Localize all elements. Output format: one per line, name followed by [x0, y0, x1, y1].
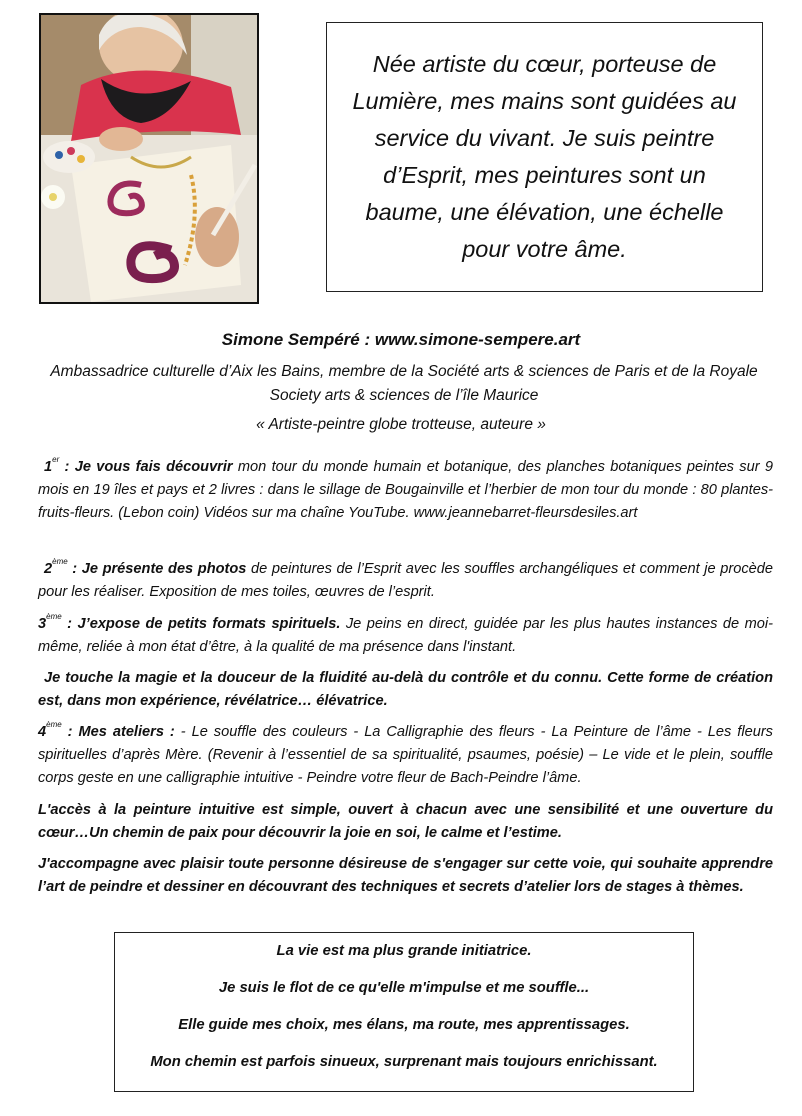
paragraph-2: [38, 558, 773, 604]
author-name-website: Simone Sempéré : www.simone-sempere.art: [221, 330, 581, 349]
paragraph-5-number: 4: [38, 724, 47, 740]
author-bio: Ambassadrice culturelle d’Aix les Bains, membre de la Société arts & sciences de Paris et de la Royale Society arts & sciences de l’île Maurice: [50, 363, 758, 404]
paragraph-1: [38, 456, 773, 525]
paragraph-2-number: 2: [44, 561, 53, 577]
closing-line-4: Mon chemin est parfois sinueux, surprenant mais toujours enrichissant.: [150, 1054, 658, 1070]
paragraph-6: L'accès à la peinture intuitive est simple, ouvert à chacun avec une sensibilité et une ouverture du cœur…Un chemin de paix pour découvrir la joie en soi, le calme et l’estime.: [38, 802, 773, 841]
quote-box: [326, 22, 763, 292]
paragraph-2-ordinal: ème: [52, 557, 68, 566]
paragraph-1-lead: : Je vous fais découvrir: [59, 459, 233, 475]
paragraph-2-lead: : Je présente des photos: [67, 561, 247, 577]
artist-photo-illustration: [41, 15, 257, 302]
artist-photo: [39, 13, 259, 304]
quote-text: Née artiste du cœur, porteuse de Lumière, mes mains sont guidées au service du vivant. Je suis peintre d’Esprit, mes peintures sont un baume, une élévation, une échelle pour votre âme.: [352, 51, 737, 262]
paragraph-5-workshops: [38, 721, 773, 790]
paragraph-3: [38, 613, 773, 659]
paragraph-1-ordinal: er: [52, 455, 60, 464]
paragraph-3-ordinal: ème: [46, 612, 62, 621]
closing-line-3: Elle guide mes choix, mes élans, ma route, mes apprentissages.: [178, 1017, 630, 1033]
paragraph-5-ordinal: ème: [46, 720, 62, 729]
paragraph-4: Je touche la magie et la douceur de la fluidité au-delà du contrôle et du connu. Cette forme de création est, dans mon expérience, révélatrice… élévatrice.: [38, 670, 773, 709]
paragraph-3-lead: : J’expose de petits formats spirituels.: [61, 616, 341, 632]
paragraph-3-body: Je peins en direct, guidée par les plus hautes instances de moi-même, reliée à mon état d’être, à la qualité de ma présence dans l'instant.: [38, 616, 773, 655]
paragraph-2-body: de peintures de l’Esprit avec les souffles archangéliques et comment je procède pour les réaliser. Exposition de mes toiles, œuvres de l’esprit.: [38, 561, 773, 600]
paragraph-1-number: 1: [44, 459, 53, 475]
closing-line-1: La vie est ma plus grande initiatrice.: [276, 943, 532, 959]
author-tagline: « Artiste-peintre globe trotteuse, auteure »: [256, 416, 546, 433]
paragraph-5-body: - Le souffle des couleurs - La Calligraphie des fleurs - La Peinture de l’âme - Les fleurs spirituelles d’après Mère. (Revenir à l’essentiel de sa spiritualité, psaumes, poésie) – Le vide et le plein, souffle corps geste en une calligraphie intuitive - Peindre votre fleur de Bach-Peindre l’âme.: [38, 724, 773, 786]
paragraph-3-number: 3: [38, 616, 47, 632]
closing-box: [114, 932, 694, 1092]
paragraph-1-body: mon tour du monde humain et botanique, des planches botaniques peintes sur 9 mois en 19 îles et pays et 2 livres : dans le sillage de Bougainville et l’herbier de mon tour du monde : 80 plantes-fruits-fleurs. (Lebon coin) Vidéos sur ma chaîne YouTube. www.jeannebarret-fleursdesiles.art: [38, 459, 773, 521]
paragraph-5-lead: : Mes ateliers :: [61, 724, 175, 740]
closing-line-2: Je suis le flot de ce qu'elle m'impulse et me souffle...: [218, 980, 590, 996]
paragraph-7: J'accompagne avec plaisir toute personne désireuse de s'engager sur cette voie, qui souhaite apprendre l’art de peindre et dessiner en découvrant des techniques et secrets d’atelier lors de stages à thèmes.: [38, 856, 773, 895]
